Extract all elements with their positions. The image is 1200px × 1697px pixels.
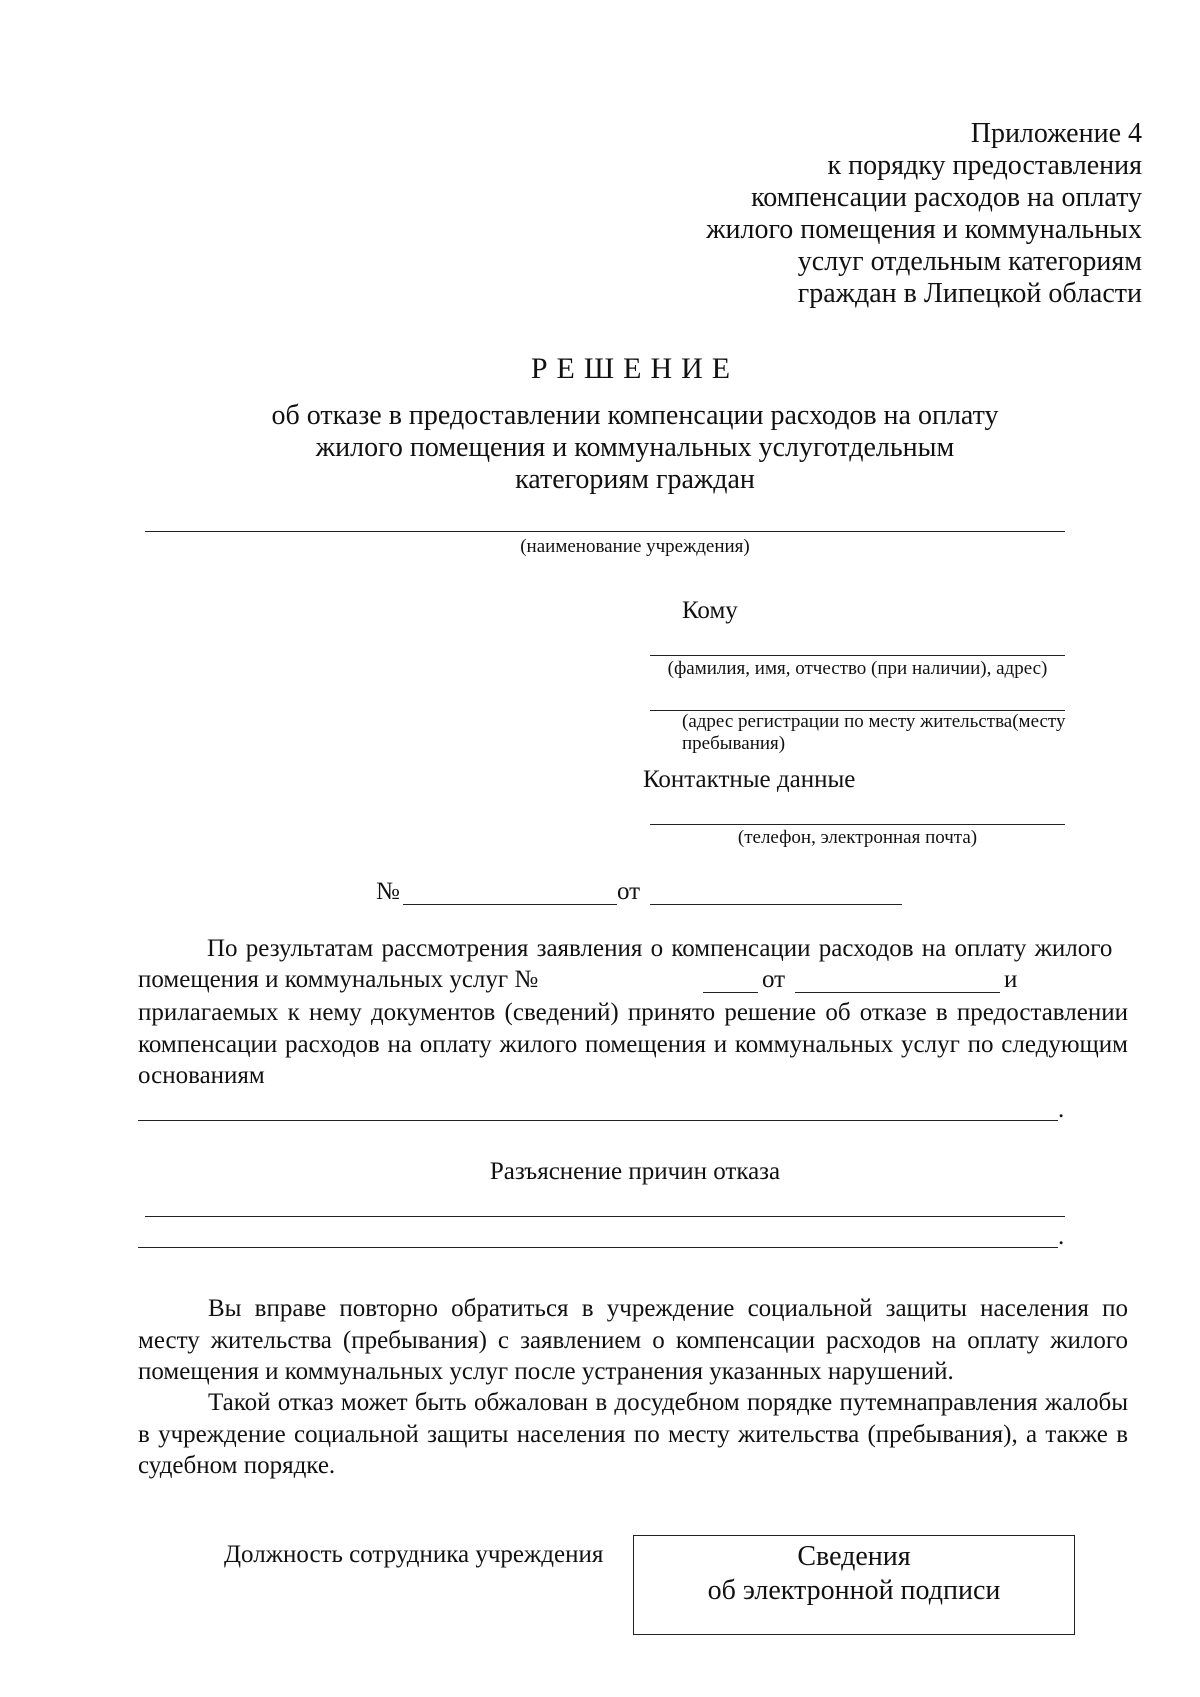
explanation-period: .	[1058, 1223, 1065, 1250]
body-paragraph-2: Вы вправе повторно обратиться в учреждение социальной защиты населения по месту жительства (пребывания) с заявлением о компенсации расходов на оплату жилого помещения и коммунальных услуг после устранения указанных нарушений.	[138, 1295, 1128, 1385]
recipient-name-caption: (фамилия, имя, отчество (при наличии), адрес)	[667, 658, 1048, 679]
contacts-line[interactable]	[650, 824, 1065, 825]
appendix-header	[706, 118, 1142, 310]
appendix-line: услуг отдельным категориям	[797, 246, 1142, 277]
appendix-line: граждан в Липецкой области	[797, 278, 1142, 309]
appendix-line: компенсации расходов на оплату	[751, 182, 1142, 213]
appendix-line: Приложение 4	[970, 118, 1142, 149]
recipient-address-caption	[682, 711, 1065, 755]
subtitle-line: категориям граждан	[515, 464, 755, 495]
explanation-heading: Разъяснение причин отказа	[489, 1158, 781, 1185]
institution-field-line[interactable]	[145, 531, 1065, 532]
subtitle-line: об отказе в предоставлении компенсации расходов на оплату	[271, 400, 999, 431]
e-signature-box	[633, 1535, 1075, 1635]
explanation-line-1[interactable]	[145, 1216, 1065, 1217]
appendix-line: к порядку предоставления	[827, 150, 1142, 181]
decision-number-line[interactable]	[403, 904, 617, 905]
document-title: РЕШЕНИЕ	[530, 352, 740, 385]
recipient-name-line[interactable]	[650, 655, 1065, 656]
institution-caption: (наименование учреждения)	[520, 536, 750, 557]
date-from-label: от	[617, 878, 641, 905]
body-paragraph-1: прилагаемых к нему документов (сведений) принято решение об отказе в предоставлении компенсации расходов на оплату жилого помещения и коммунальных услуг по следующим основаниям	[138, 999, 1128, 1089]
address-caption-line: (адрес регистрации по месту жительства(месту	[682, 711, 1066, 732]
to-label: Кому	[682, 597, 738, 624]
body-line-2: помещения и коммунальных услуг №	[138, 966, 539, 993]
number-sign: №	[376, 878, 400, 905]
e-signature-subtitle: об электронной подписи	[707, 1575, 1001, 1606]
decision-date-line[interactable]	[650, 904, 902, 905]
explanation-line-2[interactable]	[138, 1247, 1058, 1248]
grounds-line[interactable]	[138, 1120, 1058, 1121]
body-line-1: По результатам рассмотрения заявления о компенсации расходов на оплату жилого	[207, 935, 1113, 962]
e-signature-title: Сведения	[797, 1541, 911, 1572]
subtitle-line: жилого помещения и коммунальных услуготдельным	[315, 432, 955, 463]
application-and-label: и	[1004, 966, 1018, 993]
application-from-label: от	[762, 966, 786, 993]
grounds-period: .	[1058, 1096, 1065, 1123]
document-subtitle	[0, 400, 1200, 496]
contacts-caption: (телефон, электронная почта)	[737, 827, 978, 848]
application-date-line[interactable]	[795, 992, 1000, 993]
application-number-line[interactable]	[703, 992, 758, 993]
body-paragraph-3: Такой отказ может быть обжалован в досудебном порядке путемнаправления жалобы в учреждение социальной защиты населения по месту жительства (пребывания), а также в судебном порядке.	[138, 1389, 1128, 1479]
appendix-line: жилого помещения и коммунальных	[706, 214, 1142, 245]
position-label: Должность сотрудника учреждения	[224, 1541, 604, 1568]
contacts-label: Контактные данные	[643, 766, 856, 793]
address-caption-line: пребывания)	[682, 733, 786, 754]
